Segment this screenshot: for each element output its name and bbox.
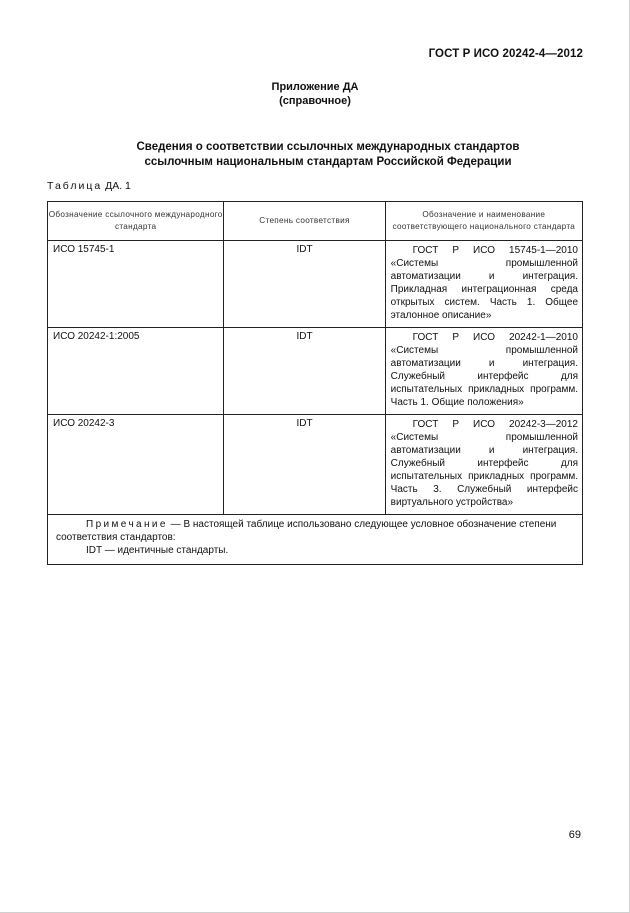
table-caption-word: Таблица bbox=[47, 180, 103, 192]
table-note bbox=[48, 515, 582, 564]
cell-national bbox=[385, 241, 582, 328]
page-number: 69 bbox=[568, 829, 581, 841]
national-standard-paragraph: ГОСТ Р ИСО 20242-1—2010 «Системы промышленной автоматизации и интеграция. Служебный интерфейс для испытательных прикладных программ. Часть 1. Общие положения» bbox=[390, 332, 578, 408]
intl-standard-text: ИСО 20242-1:2005 bbox=[53, 331, 140, 342]
cell-intl bbox=[48, 241, 224, 328]
national-standard-text bbox=[386, 415, 582, 514]
cell-intl bbox=[48, 415, 224, 515]
note-cell bbox=[48, 515, 583, 565]
cell-degree bbox=[224, 241, 385, 328]
annex-heading bbox=[0, 80, 630, 108]
header-degree: Степень соответствия bbox=[224, 202, 385, 241]
intl-standard-text: ИСО 20242-3 bbox=[53, 418, 115, 429]
cell-degree bbox=[224, 415, 385, 515]
title-line-1: Сведения о соответствии ссылочных международных стандартов bbox=[136, 141, 520, 153]
cell-degree bbox=[224, 328, 385, 415]
annex-title: Приложение ДА bbox=[271, 81, 359, 93]
note-legend: IDT — идентичные стандарты. bbox=[86, 545, 229, 556]
title-line-2: ссылочным национальным стандартам Российской Федерации bbox=[144, 155, 512, 168]
national-standard-paragraph: ГОСТ Р ИСО 20242-3—2012 «Системы промышленной автоматизации и интеграция. Служебный интерфейс для испытательных прикладных программ. Часть 3. Служебный интерфейс виртуального устройства» bbox=[390, 419, 578, 508]
table-row bbox=[48, 415, 583, 515]
annex-subtitle: (справочное) bbox=[279, 95, 351, 107]
intl-standard-text: ИСО 15745-1 bbox=[53, 244, 115, 255]
note-label: Примечание bbox=[86, 519, 168, 530]
table-caption bbox=[47, 180, 131, 192]
note-text: — В настоящей таблице использовано следующее условное обозначение степени соответствия стандартов: bbox=[56, 519, 557, 543]
degree-text: IDT bbox=[296, 418, 313, 429]
cell-national bbox=[385, 415, 582, 515]
degree-text: IDT bbox=[296, 331, 313, 342]
note-paragraph bbox=[56, 518, 574, 544]
cell-intl bbox=[48, 328, 224, 415]
table-row bbox=[48, 328, 583, 415]
table-header-row bbox=[48, 202, 583, 241]
correspondence-table bbox=[47, 201, 583, 565]
table-note-row bbox=[48, 515, 583, 565]
document-title bbox=[0, 140, 630, 169]
national-standard-paragraph: ГОСТ Р ИСО 15745-1—2010 «Системы промышленной автоматизации и интеграция. Прикладная интеграционная среда открытых систем. Часть 1. Общее эталонное описание» bbox=[390, 245, 578, 321]
cell-national bbox=[385, 328, 582, 415]
table-caption-number: ДА. 1 bbox=[105, 180, 131, 192]
national-standard-text bbox=[386, 241, 582, 327]
national-standard-text bbox=[386, 328, 582, 414]
degree-text: IDT bbox=[296, 244, 313, 255]
standard-code: ГОСТ Р ИСО 20242-4—2012 bbox=[428, 48, 583, 60]
header-national-standard: Обозначение и наименование соответствующего национального стандарта bbox=[385, 202, 582, 241]
table-row bbox=[48, 241, 583, 328]
header-intl-standard: Обозначение ссылочного международного стандарта bbox=[48, 202, 224, 241]
